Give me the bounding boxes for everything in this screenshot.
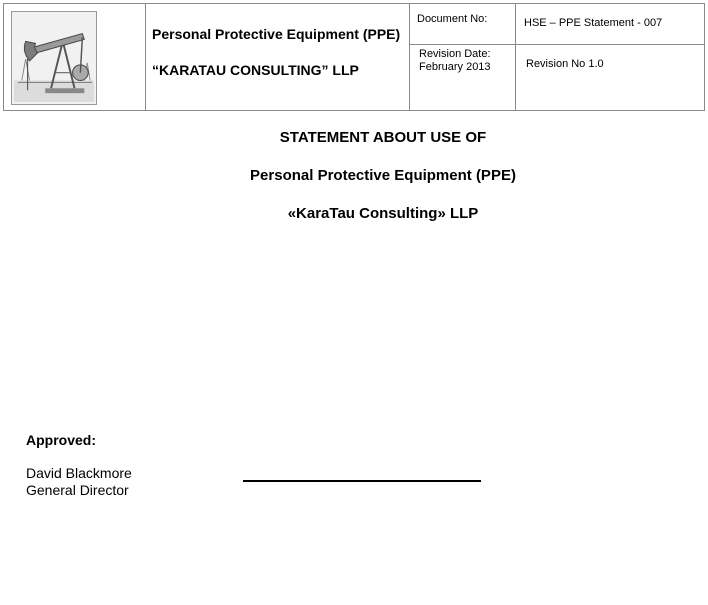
approver-block bbox=[26, 465, 132, 499]
header-divider bbox=[409, 44, 704, 45]
revision-date-value: February 2013 bbox=[419, 61, 491, 73]
doc-no-label: Document No: bbox=[417, 13, 488, 25]
revision-date-label: Revision Date: bbox=[419, 48, 491, 60]
header-divider bbox=[145, 4, 146, 110]
signature-line bbox=[243, 480, 481, 482]
approver-name: David Blackmore bbox=[26, 465, 132, 481]
header-title-line2: “KARATAU CONSULTING” LLP bbox=[152, 62, 359, 78]
document-header bbox=[3, 3, 705, 111]
oil-pumpjack-logo-icon bbox=[11, 11, 97, 105]
header-divider bbox=[409, 4, 410, 110]
header-title bbox=[152, 25, 402, 79]
statement-subject: Personal Protective Equipment (PPE) bbox=[250, 167, 516, 184]
header-title-line1: Personal Protective Equipment (PPE) bbox=[152, 26, 401, 42]
approver-position: General Director bbox=[26, 482, 129, 498]
revision-no: Revision No 1.0 bbox=[526, 58, 604, 70]
statement-company: «KaraTau Consulting» LLP bbox=[287, 205, 479, 222]
doc-no-value: HSE – PPE Statement - 007 bbox=[524, 17, 663, 29]
approved-label: Approved: bbox=[26, 432, 96, 448]
header-divider bbox=[515, 4, 516, 110]
statement-heading: STATEMENT ABOUT USE OF bbox=[279, 129, 487, 146]
